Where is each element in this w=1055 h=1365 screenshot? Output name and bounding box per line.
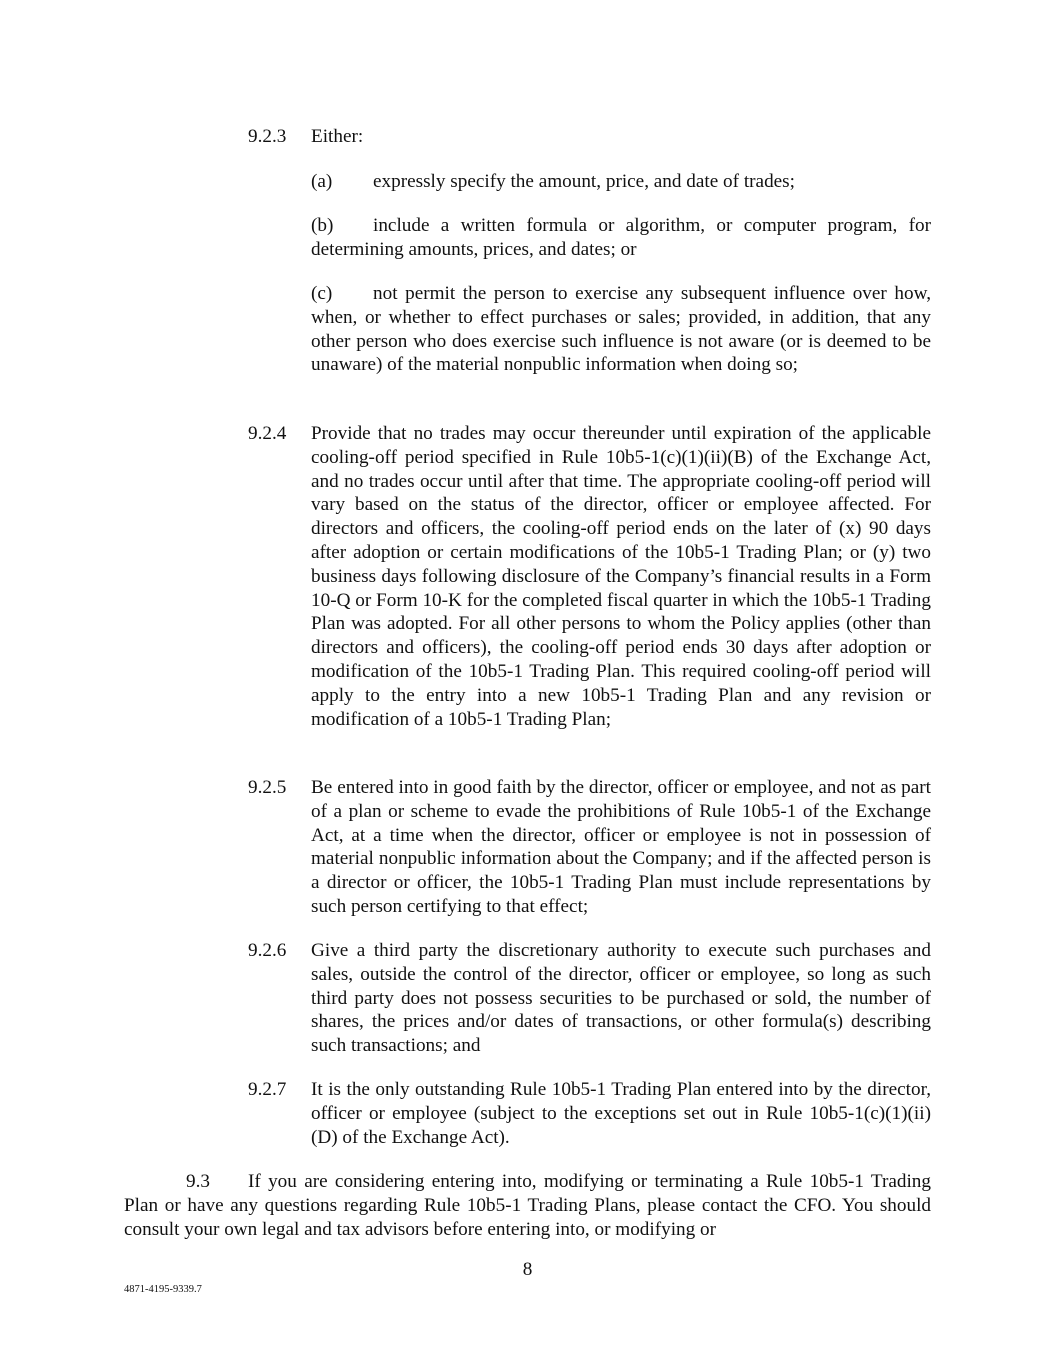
section-9-2-3-heading: Either: <box>311 126 364 147</box>
section-9-2-6-number: 9.2.6 <box>248 940 287 961</box>
section-9-2-6-text: Give a third party the discretionary authority to execute such purchases and sales, outside the control of the director, officer or employee, so long as such third party does not possess securities to be purchased or sold, the number of shares, the prices and/or dates of transactions, or other formula(s) describing such transactions; and <box>311 940 931 1057</box>
section-9-3-text: If you are considering entering into, modifying or terminating a Rule 10b5-1 Trading Plan or have any questions regarding Rule 10b5-1 Trading Plans, please contact the CFO. You should consult your own legal and tax advisors before entering into, or modifying or <box>124 1171 931 1240</box>
document-id: 4871-4195-9339.7 <box>124 1284 202 1295</box>
section-9-2-7-text: It is the only outstanding Rule 10b5-1 Trading Plan entered into by the director, officer or employee (subject to the exceptions set out in Rule 10b5-1(c)(1)(ii)(D) of the Exchange Act). <box>311 1079 931 1148</box>
section-9-3-number: 9.3 <box>186 1171 210 1192</box>
item-c <box>311 282 931 377</box>
section-9-2-5-text: Be entered into in good faith by the director, officer or employee, and not as part of a plan or scheme to evade the prohibitions of Rule 10b5-1 of the Exchange Act, at a time when the director, officer or employee is not in possession of material nonpublic information about the Company; and if the affected person is a director or officer, the 10b5-1 Trading Plan must include representations by such person certifying to that effect; <box>311 777 931 917</box>
section-9-2-5-number: 9.2.5 <box>248 777 287 798</box>
page-number: 8 <box>522 1259 533 1280</box>
section-9-3 <box>124 1170 931 1241</box>
section-9-2-4-text: Provide that no trades may occur thereunder until expiration of the applicable cooling-off period specified in Rule 10b5-1(c)(1)(ii)(B) of the Exchange Act, and no trades occur until after that time. The appropriate cooling-off period will vary based on the status of the director, officer or employee affected. For directors and officers, the cooling-off period ends on the later of (x) 90 days after adoption or certain modifications of the 10b5-1 Trading Plan; or (y) two business days following disclosure of the Company’s financial results in a Form 10-Q or Form 10-K for the completed fiscal quarter in which the 10b5-1 Trading Plan was adopted. For all other persons to whom the Policy applies (other than directors and officers), the cooling-off period ends 30 days after adoption or modification of the 10b5-1 Trading Plan. This required cooling-off period will apply to the entry into a new 10b5-1 Trading Plan and any revision or modification of a 10b5-1 Trading Plan; <box>311 423 931 730</box>
section-9-2-7-number: 9.2.7 <box>248 1079 287 1100</box>
item-a <box>311 170 931 194</box>
item-a-label: (a) <box>311 171 333 192</box>
section-9-2-4-number: 9.2.4 <box>248 423 287 444</box>
item-b-label: (b) <box>311 215 334 236</box>
section-9-2-3-number: 9.2.3 <box>248 126 287 147</box>
item-c-label: (c) <box>311 283 333 304</box>
item-a-text: expressly specify the amount, price, and date of trades; <box>373 171 795 192</box>
item-c-text: not permit the person to exercise any subsequent influence over how, when, or whether to effect purchases or sales; provided, in addition, that any other person who does exercise such influence is not aware (or is deemed to be unaware) of the material nonpublic information when doing so; <box>311 283 931 376</box>
item-b <box>311 214 931 262</box>
item-b-text: include a written formula or algorithm, or computer program, for determining amounts, prices, and dates; or <box>311 215 931 260</box>
